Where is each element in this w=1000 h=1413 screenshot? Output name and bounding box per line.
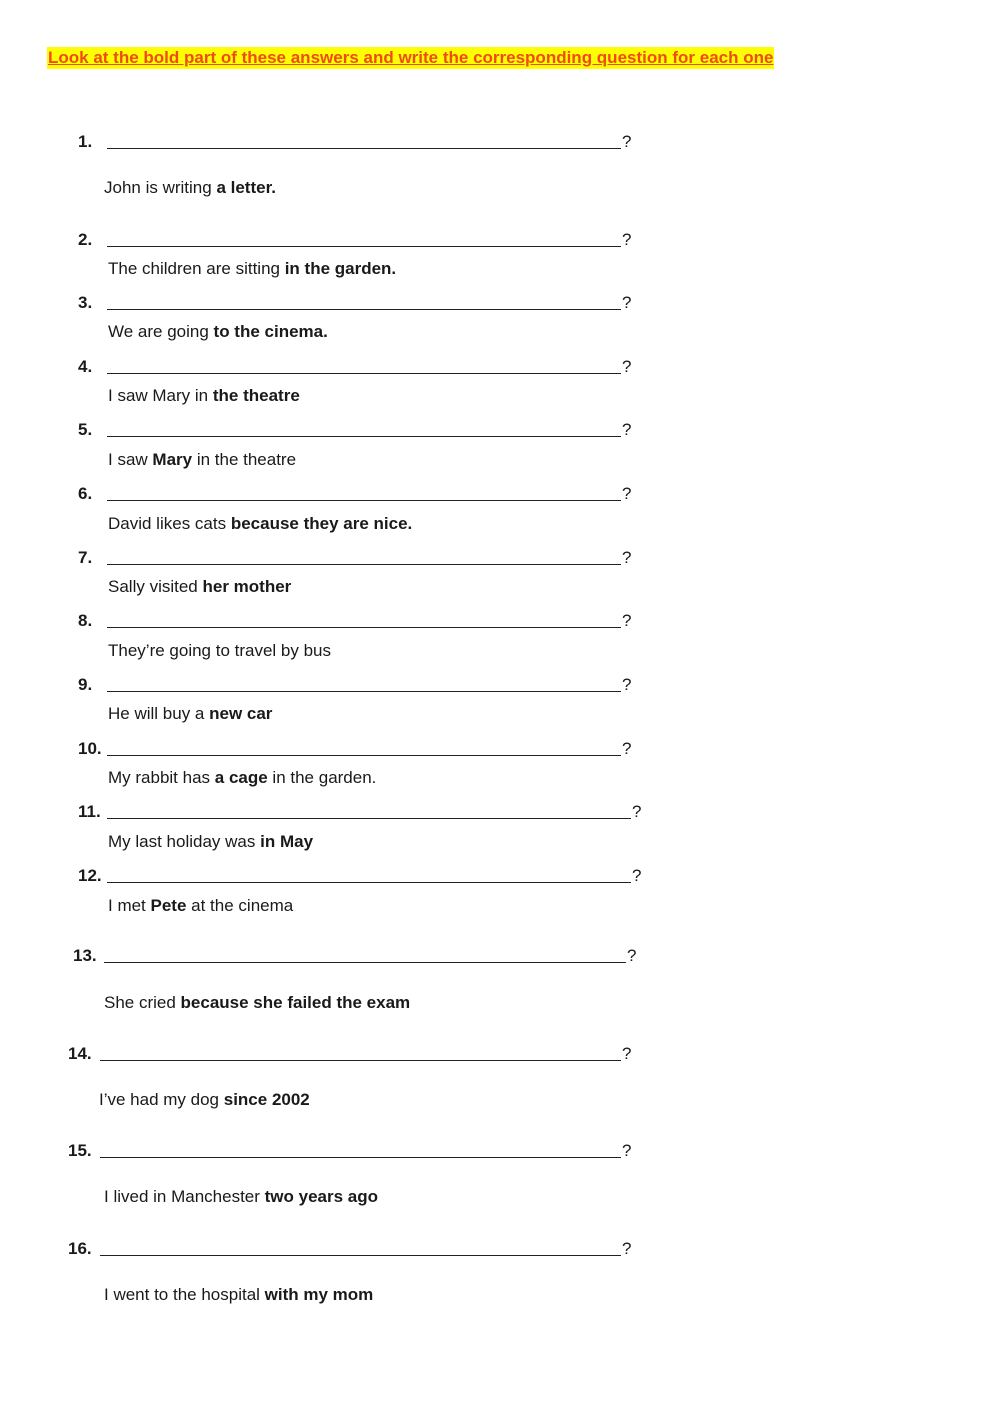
answer-sentence-15 [104,1186,378,1208]
question-mark: ? [622,420,632,439]
question-number: 3. [78,293,93,312]
answer-blank-3[interactable] [107,291,621,310]
answer-bold-part: a cage [214,768,268,787]
question-mark: ? [622,1044,632,1063]
question-line-15 [68,1137,631,1161]
answer-blank-11[interactable] [107,800,631,819]
answer-text-part: She cried [104,993,181,1012]
question-line-4 [78,353,631,377]
answer-sentence-16 [104,1284,373,1306]
answer-sentence-13 [104,992,410,1014]
answer-sentence-14 [99,1089,310,1111]
question-mark: ? [632,866,642,885]
question-line-10 [78,735,631,759]
question-number: 13. [73,946,97,965]
answer-text-part: I saw Mary in [108,386,213,405]
question-line-3 [78,289,631,313]
answer-text-part: I’ve had my dog [99,1090,224,1109]
answer-bold-part: her mother [202,577,292,596]
question-number: 6. [78,484,93,503]
answer-bold-part: Pete [150,896,187,915]
question-mark: ? [622,675,632,694]
question-mark: ? [622,293,632,312]
answer-text-part: in the garden. [267,768,377,787]
answer-sentence-10 [108,767,376,789]
question-line-8 [78,607,631,631]
question-mark: ? [632,802,642,821]
answer-bold-part: to the cinema. [213,322,328,341]
answer-sentence-7 [108,576,291,598]
answer-sentence-11 [108,831,313,853]
question-line-1 [78,128,631,152]
question-number: 10. [78,739,102,758]
answer-blank-16[interactable] [100,1237,621,1256]
answer-blank-4[interactable] [107,355,621,374]
answer-bold-part: Mary [152,450,193,469]
answer-blank-7[interactable] [107,546,621,565]
answer-bold-part: because they are nice. [230,514,413,533]
answer-sentence-9 [108,703,272,725]
answer-bold-part: two years ago [264,1187,379,1206]
question-line-12 [78,862,641,886]
answer-blank-12[interactable] [107,864,631,883]
answer-text-part: I lived in Manchester [104,1187,265,1206]
answer-sentence-5 [108,449,296,471]
question-mark: ? [622,484,632,503]
question-line-16 [68,1235,631,1259]
question-line-11 [78,798,641,822]
question-mark: ? [622,132,632,151]
answer-blank-2[interactable] [107,228,621,247]
answer-bold-part: a letter. [216,178,276,197]
question-number: 1. [78,132,93,151]
answer-bold-part: since 2002 [223,1090,310,1109]
answer-blank-10[interactable] [107,737,621,756]
instruction-heading: Look at the bold part of these answers and write the corresponding question for each one [48,48,774,67]
answer-bold-part: in May [260,832,314,851]
answer-blank-8[interactable] [107,609,621,628]
answer-blank-15[interactable] [100,1139,621,1158]
question-mark: ? [622,611,632,630]
answer-sentence-12 [108,895,293,917]
question-mark: ? [622,230,632,249]
answer-blank-14[interactable] [100,1042,621,1061]
answer-text-part: He will buy a [108,704,210,723]
answer-text-part: I saw [108,450,153,469]
question-number: 9. [78,675,93,694]
question-mark: ? [622,1239,632,1258]
answer-text-part: The children are sitting [108,259,285,278]
question-line-7 [78,544,631,568]
answer-text-part: in the theatre [192,450,297,469]
question-line-14 [68,1040,631,1064]
answer-sentence-4 [108,385,300,407]
question-number: 4. [78,357,93,376]
answer-text-part: I met [108,896,151,915]
question-mark: ? [622,548,632,567]
answer-sentence-1 [104,177,276,199]
answer-sentence-6 [108,513,412,535]
answer-text-part: They’re going to travel by bus [108,641,332,660]
answer-blank-13[interactable] [104,944,626,963]
question-number: 16. [68,1239,92,1258]
question-line-6 [78,480,631,504]
answer-blank-9[interactable] [107,673,621,692]
answer-text-part: Sally visited [108,577,203,596]
question-number: 5. [78,420,93,439]
question-number: 2. [78,230,93,249]
answer-sentence-2 [108,258,396,280]
question-mark: ? [622,739,632,758]
question-number: 15. [68,1141,92,1160]
question-number: 11. [78,802,101,821]
answer-bold-part: with my mom [264,1285,374,1304]
answer-blank-1[interactable] [107,130,621,149]
answer-text-part: I went to the hospital [104,1285,265,1304]
question-mark: ? [622,1141,632,1160]
question-line-13 [73,942,636,966]
question-line-2 [78,226,631,250]
answer-text-part: We are going [108,322,214,341]
answer-bold-part: because she failed the exam [180,993,411,1012]
answer-text-part: My rabbit has [108,768,215,787]
question-mark: ? [622,357,632,376]
question-number: 14. [68,1044,92,1063]
answer-text-part: David likes cats [108,514,231,533]
question-line-9 [78,671,631,695]
question-line-5 [78,416,631,440]
answer-blank-5[interactable] [107,418,621,437]
answer-text-part: John is writing [104,178,217,197]
answer-text-part: at the cinema [186,896,294,915]
question-mark: ? [627,946,637,965]
answer-bold-part: the theatre [212,386,300,405]
question-number: 7. [78,548,93,567]
answer-bold-part: new car [209,704,273,723]
question-number: 8. [78,611,93,630]
answer-blank-6[interactable] [107,482,621,501]
question-number: 12. [78,866,102,885]
answer-bold-part: in the garden. [284,259,397,278]
answer-text-part: My last holiday was [108,832,261,851]
answer-sentence-8 [108,640,331,662]
answer-sentence-3 [108,321,328,343]
